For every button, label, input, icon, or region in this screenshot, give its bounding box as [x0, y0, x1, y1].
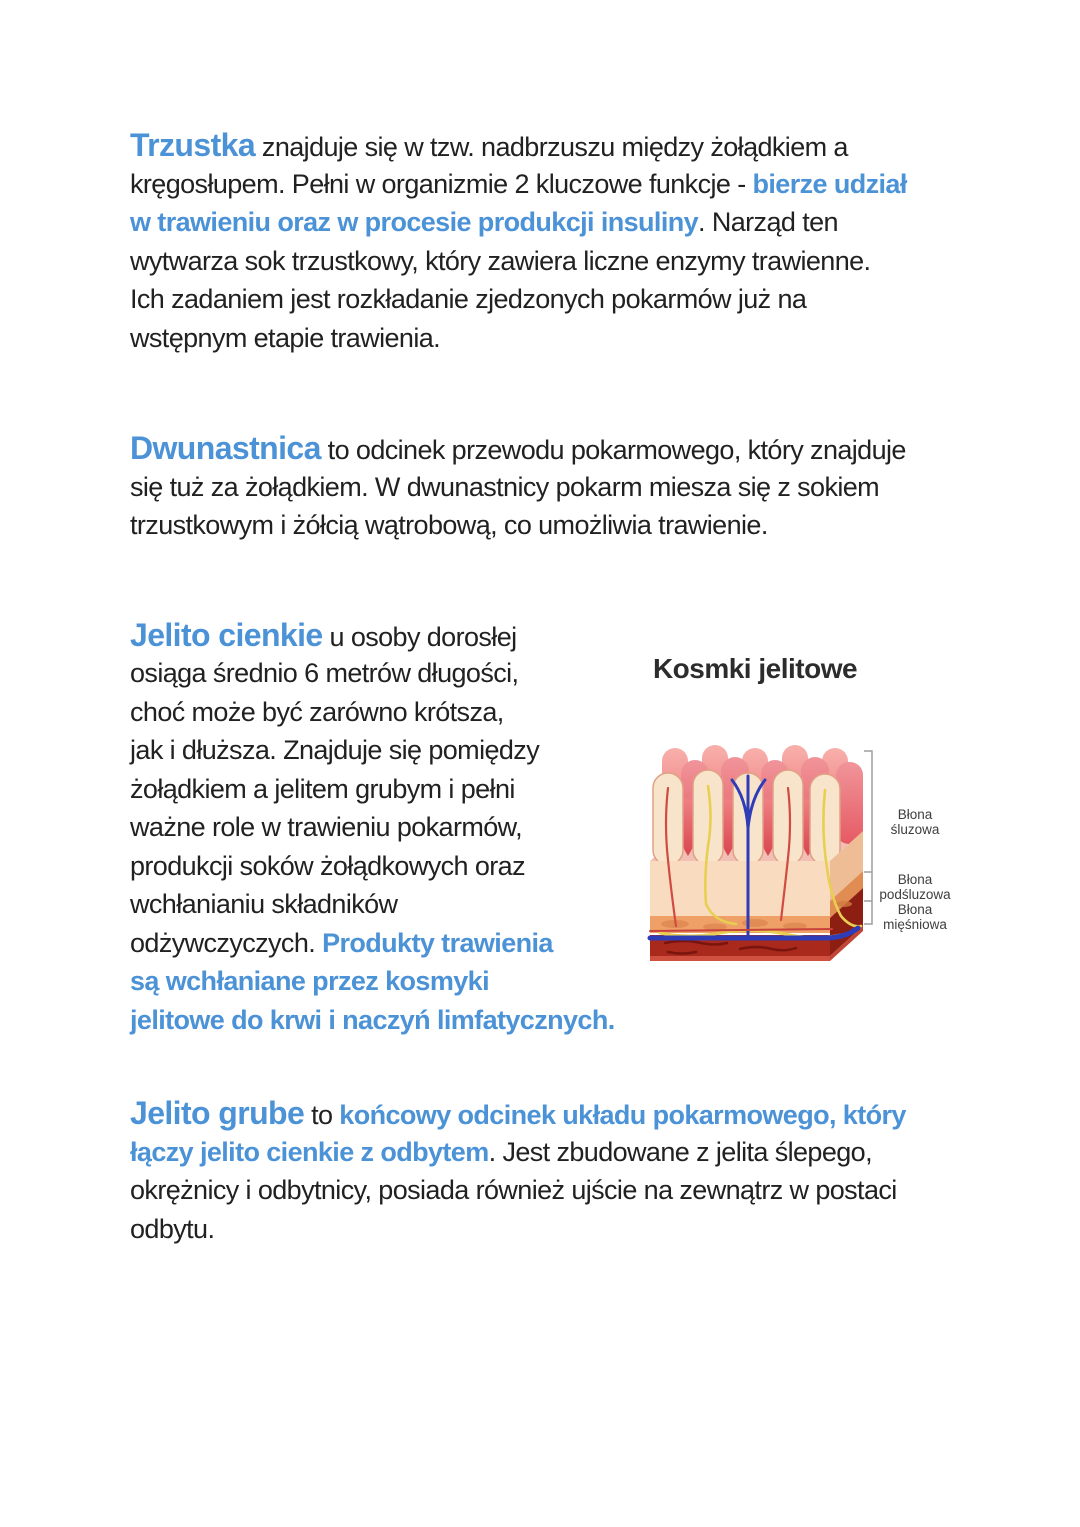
- paragraph-jelito-grube-lines: [130, 1094, 950, 1248]
- paragraph-trzustka-lines: [130, 126, 950, 357]
- text-segment: odbytu.: [130, 1213, 215, 1244]
- villi-figure: [620, 628, 990, 973]
- paragraph-dwunastnica-lines: [130, 429, 950, 545]
- text-line: [130, 1094, 950, 1133]
- text-segment: kręgosłupem. Pełni w organizmie 2 kluczowe funkcje -: [130, 168, 753, 199]
- text-segment: . Narząd ten: [698, 207, 838, 237]
- text-segment: Ich zadaniem jest rozkładanie zjedzonych pokarmów już na: [130, 284, 807, 314]
- term-heading: Trzustka: [130, 127, 256, 163]
- text-line: [130, 429, 950, 468]
- text-segment: wchłanianiu składników: [130, 889, 398, 919]
- text-segment: końcowy odcinek układu pokarmowego, który: [339, 1100, 906, 1130]
- text-line: [130, 506, 950, 545]
- text-segment: wstępnym etapie trawienia.: [130, 322, 441, 353]
- text-line: [130, 280, 950, 319]
- label-blona-miesniowa-line2: mięśniowa: [883, 916, 947, 932]
- villi-illustration: [620, 628, 990, 973]
- text-line: [130, 1210, 950, 1249]
- text-segment: to: [304, 1100, 340, 1130]
- paragraph-trzustka: [130, 126, 950, 357]
- text-line: [130, 1171, 950, 1210]
- text-line: [130, 165, 950, 204]
- content-area: [130, 126, 950, 1248]
- paragraph-dwunastnica: [130, 429, 950, 545]
- text-line: [130, 468, 950, 507]
- text-segment: są wchłaniane przez kosmyki: [130, 966, 489, 996]
- text-segment: Produkty trawienia: [322, 927, 553, 958]
- label-blona-podsluzowa-line1: Błona: [897, 871, 933, 887]
- text-segment: wytwarza sok trzustkowy, który zawiera liczne enzymy trawienne.: [130, 245, 871, 276]
- layer-muscle-bottom-edge: [650, 956, 830, 961]
- label-blona-sluzowa-line1: Błona: [897, 806, 933, 822]
- text-segment: w trawieniu oraz w procesie produkcji insuliny: [130, 207, 699, 237]
- layer-bracket: [864, 751, 872, 924]
- paragraph-jelito-grube: [130, 1094, 950, 1248]
- term-heading: Dwunastnica: [130, 430, 321, 466]
- term-heading: Jelito grube: [130, 1095, 305, 1131]
- text-segment: się tuż za żołądkiem. W dwunastnicy pokarm miesza się z sokiem: [130, 471, 880, 502]
- text-line: [130, 1001, 950, 1040]
- label-blona-sluzowa-line2: śluzowa: [890, 821, 940, 837]
- term-heading: Jelito cienkie: [130, 616, 323, 653]
- text-segment: ważne role w trawieniu pokarmów,: [130, 812, 522, 842]
- text-line: [130, 203, 950, 242]
- text-segment: odżywczyczych.: [130, 927, 323, 958]
- text-segment: . Jest zbudowane z jelita ślepego,: [488, 1136, 872, 1167]
- text-segment: trzustkowym i żółcią wątrobową, co umożliwia trawienie.: [130, 510, 768, 540]
- paragraph-jelito-cienkie: [130, 616, 950, 1040]
- text-segment: choć może być zarówno krótsza,: [130, 696, 504, 727]
- text-segment: bierze udział: [752, 168, 907, 199]
- text-segment: żołądkiem a jelitem grubym i pełni: [130, 773, 515, 804]
- text-segment: u osoby dorosłej: [322, 621, 517, 652]
- label-blona-miesniowa-line1: Błona: [897, 901, 933, 917]
- text-segment: okrężnicy i odbytnicy, posiada również ujście na zewnątrz w postaci: [130, 1175, 897, 1205]
- text-segment: to odcinek przewodu pokarmowego, który znajduje: [320, 435, 906, 465]
- figure-title: Kosmki jelitowe: [652, 652, 858, 684]
- text-segment: łączy jelito cienkie z odbytem: [130, 1136, 489, 1167]
- text-segment: jelitowe do krwi i naczyń limfatycznych.: [130, 1004, 615, 1035]
- text-line: [130, 1133, 950, 1172]
- text-segment: produkcji soków żołądkowych oraz: [130, 850, 525, 881]
- text-line: [130, 319, 950, 358]
- text-segment: znajduje się w tzw. nadbrzuszu między żołądkiem a: [255, 132, 848, 162]
- text-segment: osiąga średnio 6 metrów długości,: [130, 658, 519, 688]
- text-segment: jak i dłuższa. Znajduje się pomiędzy: [130, 735, 540, 765]
- layer-mucosa-front: [650, 861, 830, 916]
- text-line: [130, 242, 950, 281]
- text-line: [130, 126, 950, 165]
- label-blona-podsluzowa-line2: podśluzowa: [879, 886, 951, 902]
